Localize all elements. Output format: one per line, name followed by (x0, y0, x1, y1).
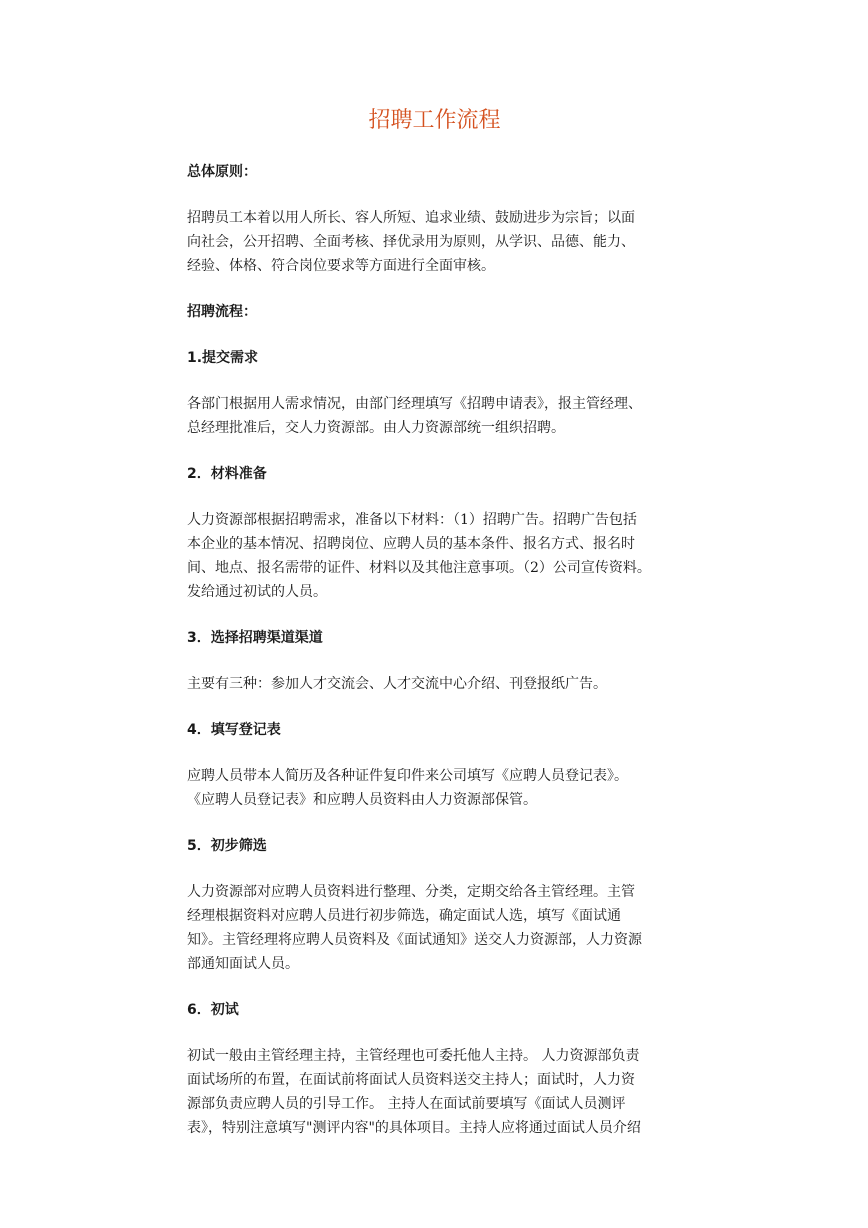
section-heading-step-5: 5．初步筛选 (187, 838, 267, 854)
section-heading-step-1: 1.提交需求 (187, 350, 259, 366)
section-heading-step-6: 6．初试 (187, 1002, 239, 1018)
section-heading-process: 招聘流程： (187, 304, 257, 320)
section-text-step-4: 应聘人员带本人简历及各种证件复印件来公司填写《应聘人员登记表》。 《应聘人员登记表》和应聘人员资料由人力资源部保管。 (187, 768, 628, 808)
document-page (187, 104, 687, 1162)
section-text-principles: 招聘员工本着以用人所长、容人所短、追求业绩、鼓励进步为宗旨；以面 向社会，公开招聘、全面考核、择优录用为原则，从学识、品德、能力、 经验、体格、符合岗位要求等方面进行全面审核。 (187, 210, 635, 274)
section-heading-step-2: 2．材料准备 (187, 466, 267, 482)
section-heading-step-4: 4．填写登记表 (187, 722, 281, 738)
section-text-step-2: 人力资源部根据招聘需求，准备以下材料：（1）招聘广告。招聘广告包括 本企业的基本情况、招聘岗位、应聘人员的基本条件、报名方式、报名时 间、地点、报名需带的证件、材料以及其他注意事项。（2）公司宣传资料。 发给通过初试的人员。 (187, 512, 651, 600)
section-text-step-6: 初试一般由主管经理主持，主管经理也可委托他人主持。 人力资源部负责 面试场所的布置，在面试前将面试人员资料送交主持人；面试时，人力资 源部负责应聘人员的引导工作。 主持人在面试前要填写《面试人员测评 表》，特别注意填写"测评内容"的具体项目。主持人应将通过面试人员介绍 (187, 1048, 641, 1136)
document-title: 招聘工作流程 (368, 108, 501, 133)
section-heading-step-3: 3．选择招聘渠道渠道 (187, 630, 323, 646)
section-text-step-3: 主要有三种：参加人才交流会、人才交流中心介绍、刊登报纸广告。 (187, 676, 607, 692)
section-heading-principles: 总体原则： (187, 164, 257, 180)
section-text-step-5: 人力资源部对应聘人员资料进行整理、分类，定期交给各主管经理。主管 经理根据资料对应聘人员进行初步筛选，确定面试人选，填写《面试通 知》。主管经理将应聘人员资料及《面试通知》送交人力资源部，人力资源 部通知面试人员。 (187, 884, 642, 972)
section-text-step-1: 各部门根据用人需求情况，由部门经理填写《招聘申请表》，报主管经理、 总经理批准后，交人力资源部。由人力资源部统一组织招聘。 (187, 396, 642, 436)
